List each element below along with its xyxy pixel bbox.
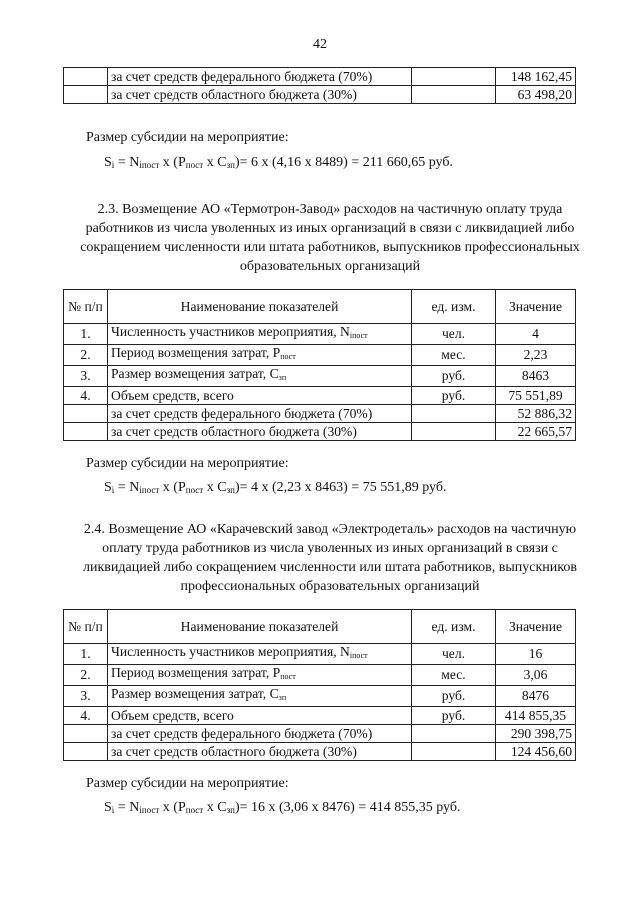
subsidy-label: Размер субсидии на мероприятие: xyxy=(86,456,289,471)
row-value: 148 162,45 xyxy=(496,68,576,86)
row-name: за счет средств областного бюджета (30%) xyxy=(108,86,412,104)
header-name: Наименование показателей xyxy=(108,610,412,644)
subsidy-label: Размер субсидии на мероприятие: xyxy=(86,776,289,791)
table-row xyxy=(64,86,576,104)
table-header-row xyxy=(64,290,576,324)
table-header-row xyxy=(64,610,576,644)
table-row xyxy=(64,68,576,86)
table-row: 2. Период возмещения затрат, $P_{пост}$ мес. 2,23 xyxy=(64,345,576,366)
header-name: Наименование показателей xyxy=(108,290,412,324)
formula-2: $S_i = N_{iпост}$ x ($P_{пост}$ x $C_{зп})= 4$ x (2,23 x 8463) = 75 551,89 руб. xyxy=(104,480,447,495)
table-row: 1. Численность участников мероприятия, $N_{iпост}$ чел. 4 xyxy=(64,324,576,345)
row-name: за счет средств федерального бюджета (70%) xyxy=(108,68,412,86)
table-row: 3. Размер возмещения затрат, $C_{зп}$ руб. 8463 xyxy=(64,366,576,387)
table-row: за счет средств федерального бюджета (70%) 290 398,75 xyxy=(64,725,576,743)
page-number: 42 xyxy=(313,37,327,52)
header-num: № п/п xyxy=(64,610,108,644)
table-2-3 xyxy=(63,289,576,441)
subsidy-label: Размер субсидии на мероприятие: xyxy=(86,130,289,145)
table-row: за счет средств федерального бюджета (70%) 52 886,32 xyxy=(64,405,576,423)
section-2-4-heading: 2.4. Возмещение АО «Карачевский завод «Электродеталь» расходов на частичную оплату труда работников из числа уволенных из иных организаций в связи с ликвидацией либо сокращением численности или штата работников, выпускников профессиональных образовательных организаций xyxy=(83,522,577,594)
formula-3: $S_i = N_{iпост}$ x ($P_{пост}$ x $C_{зп})= 16$ x (3,06 x 8476) = 414 855,35 руб. xyxy=(104,800,461,815)
row-value: 63 498,20 xyxy=(496,86,576,104)
top-table xyxy=(63,67,576,104)
table-row: 1. Численность участников мероприятия, $N_{iпост}$ чел. 16 xyxy=(64,644,576,665)
header-unit: ед. изм. xyxy=(412,610,496,644)
table-row: 3. Размер возмещения затрат, $C_{зп}$ руб. 8476 xyxy=(64,686,576,707)
table-row: 2. Период возмещения затрат, $P_{пост}$ мес. 3,06 xyxy=(64,665,576,686)
header-value: Значение xyxy=(496,610,576,644)
section-2-3-heading: 2.3. Возмещение АО «Термотрон-Завод» расходов на частичную оплату труда работников из числа уволенных из иных организаций в связи с ликвидацией либо сокращением численности или штата работников, выпускников профессиональных образовательных организаций xyxy=(80,202,580,274)
header-unit: ед. изм. xyxy=(412,290,496,324)
formula-1: $S_i = N_{iпост}$ x ($P_{пост}$ x $C_{зп})= 6$ x (4,16 x 8489) = 211 660,65 руб. xyxy=(104,155,453,170)
header-value: Значение xyxy=(496,290,576,324)
table-row: за счет средств областного бюджета (30%) 22 665,57 xyxy=(64,423,576,441)
table-row: за счет средств областного бюджета (30%) 124 456,60 xyxy=(64,743,576,761)
header-num: № п/п xyxy=(64,290,108,324)
table-row: 4. Объем средств, всего руб. 75 551,89 xyxy=(64,387,576,405)
table-2-4 xyxy=(63,609,576,761)
table-row: 4. Объем средств, всего руб. 414 855,35 xyxy=(64,707,576,725)
